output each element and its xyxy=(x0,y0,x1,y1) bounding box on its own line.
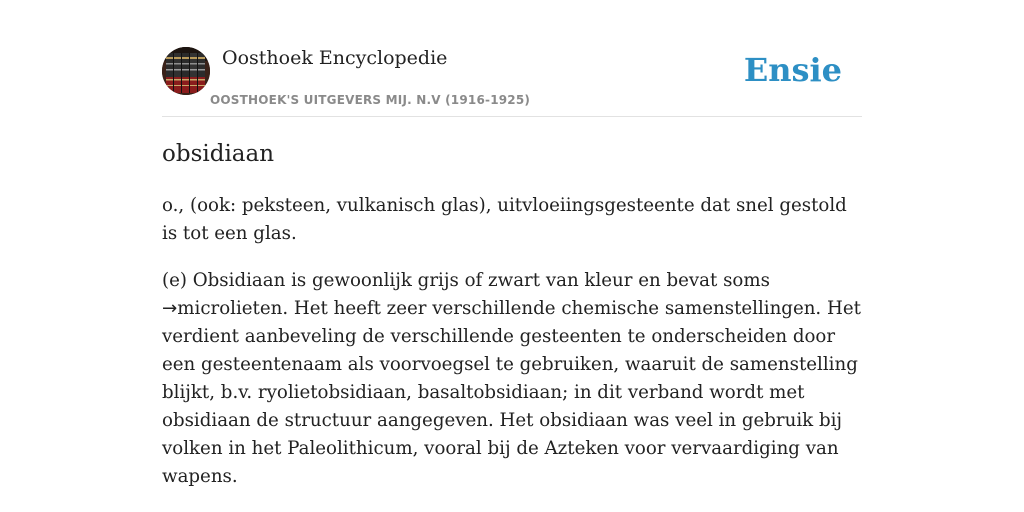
book-spines-icon[interactable] xyxy=(162,47,210,95)
publisher-label: OOSTHOEK'S UITGEVERS MIJ. N.V (1916-1925) xyxy=(210,93,531,107)
entry-card xyxy=(162,0,862,512)
source-header xyxy=(162,46,862,117)
arrow-icon: → xyxy=(162,298,178,319)
entry-body xyxy=(162,267,864,491)
body-text-start: (e) Obsidiaan is gewoonlijk grijs of zwart van kleur en bevat soms xyxy=(162,270,770,291)
entry-definition: o., (ook: peksteen, vulkanisch glas), uitvloeiingsgesteente dat snel gestold is tot een glas. xyxy=(162,195,847,244)
body-text-rest: . Het heeft zeer verschillende chemische samenstellingen. Het verdient aanbeveling de verschillende gesteenten te onderscheiden door een gesteentenaam als voorvoegsel te gebruiken, waaruit de samenstelling blijkt, b.v. ryolietobsidiaan, basaltobsidiaan; in dit verband wordt met obsidiaan de structuur aangegeven. Het obsidiaan was veel in gebruik bij volken in het Paleolithicum, vooral bij de Azteken voor vervaardiging van wapens. xyxy=(162,298,861,487)
entry-title: obsidiaan xyxy=(162,141,275,167)
microlieten-link[interactable]: microlieten xyxy=(177,298,283,319)
ensie-logo[interactable]: Ensie xyxy=(743,51,842,89)
source-name[interactable]: Oosthoek Encyclopedie xyxy=(222,47,448,69)
